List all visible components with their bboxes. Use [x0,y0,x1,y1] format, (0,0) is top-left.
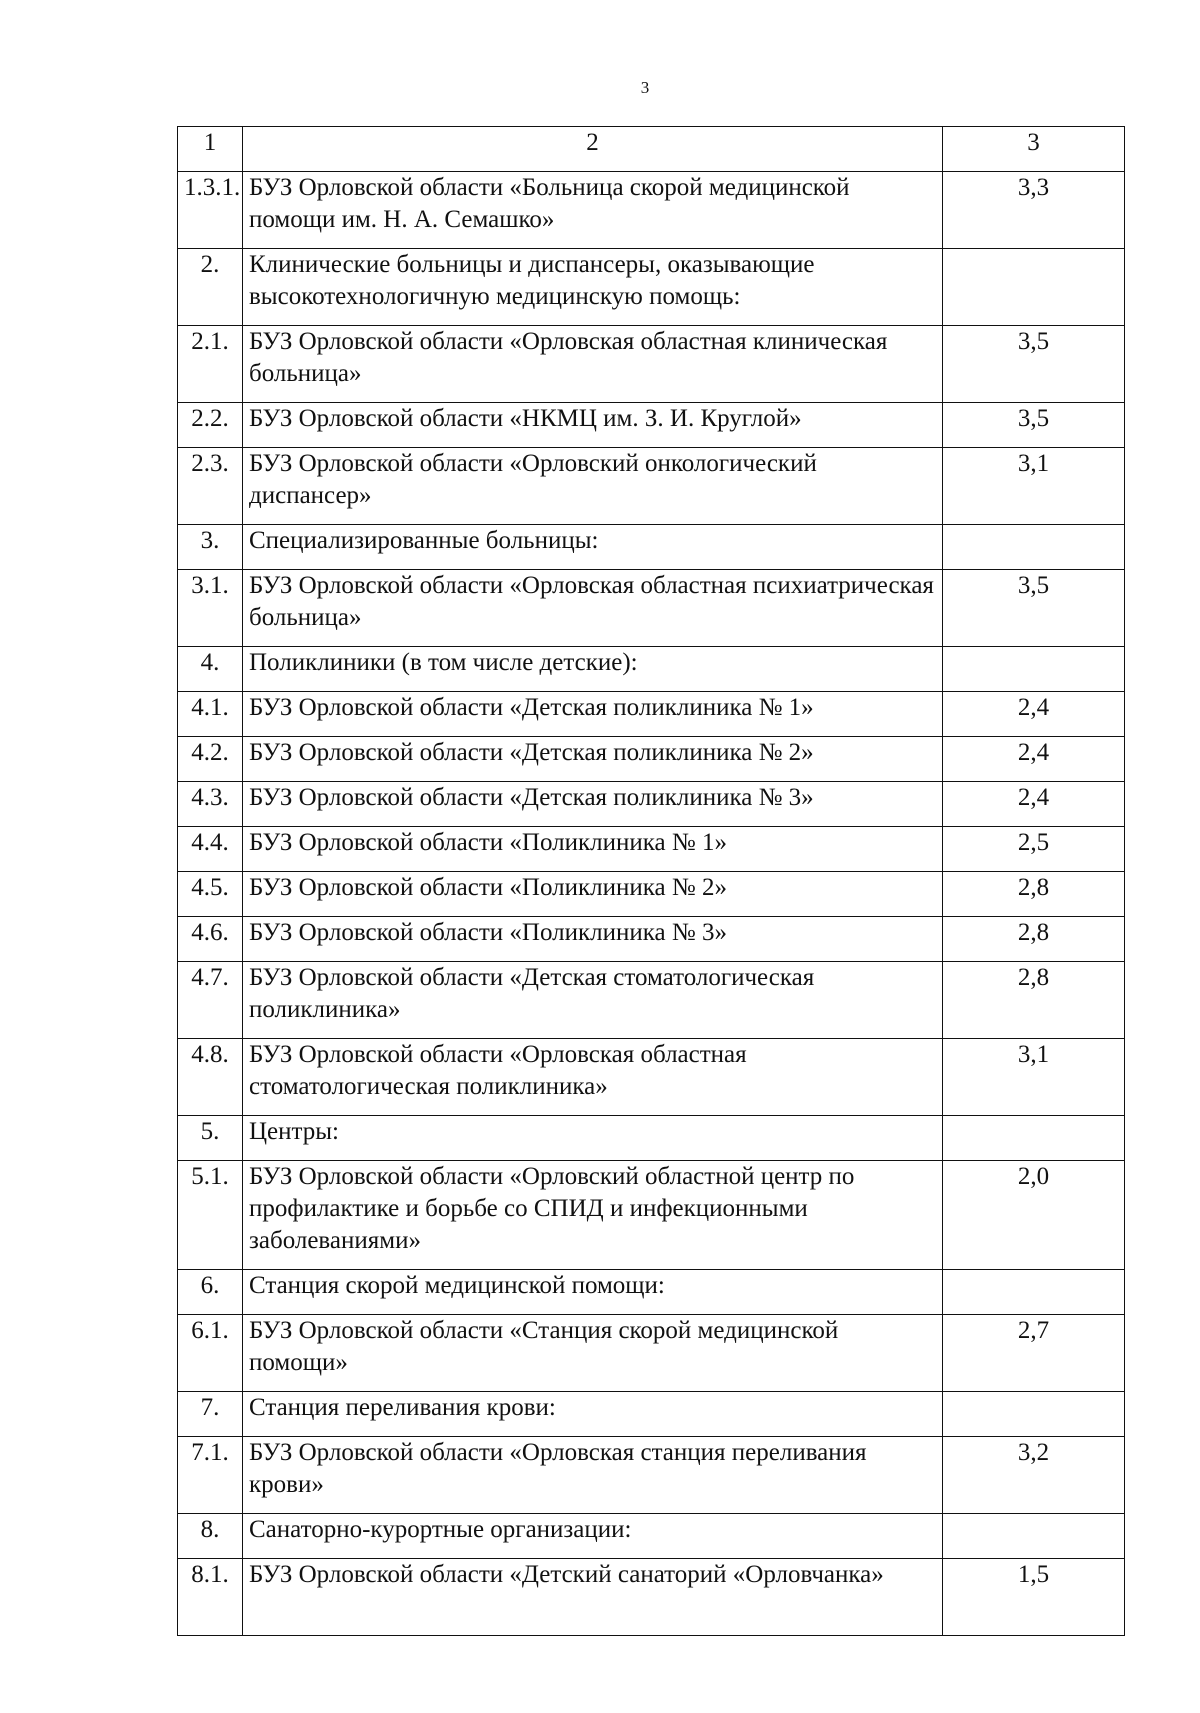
row-number-cell: 6.1. [178,1315,243,1392]
row-number-cell: 4. [178,647,243,692]
row-number-cell: 4.8. [178,1039,243,1116]
row-value-cell: 3,1 [943,448,1125,525]
row-name-cell: Станция скорой медицинской помощи: [243,1270,943,1315]
row-value-cell: 3,5 [943,326,1125,403]
row-value-cell [943,1514,1125,1559]
row-value-cell: 2,8 [943,962,1125,1039]
row-name-cell: БУЗ Орловской области «Орловская областная стоматологическая поликлиника» [243,1039,943,1116]
row-value-cell: 3,5 [943,570,1125,647]
table-row [178,525,1125,570]
table-row [178,249,1125,326]
table-row [178,962,1125,1039]
row-number-cell: 4.5. [178,872,243,917]
row-value-cell [943,249,1125,326]
row-name-cell: БУЗ Орловской области «Орловская областная клиническая больница» [243,326,943,403]
row-value-cell: 3,5 [943,403,1125,448]
row-value-cell [943,525,1125,570]
table-row [178,1270,1125,1315]
row-number-cell: 2.2. [178,403,243,448]
table-row [178,448,1125,525]
row-number-cell: 4.7. [178,962,243,1039]
row-value-cell: 3,1 [943,1039,1125,1116]
row-name-cell: БУЗ Орловской области «Поликлиника № 1» [243,827,943,872]
column-header: 1 [178,127,243,172]
row-name-cell: БУЗ Орловской области «Детская поликлиника № 1» [243,692,943,737]
row-number-cell: 8.1. [178,1559,243,1636]
row-number-cell: 3.1. [178,570,243,647]
page-number: 3 [640,78,650,97]
row-number-cell: 4.3. [178,782,243,827]
row-number-cell: 4.1. [178,692,243,737]
table-row [178,647,1125,692]
table-row [178,737,1125,782]
row-value-cell: 2,8 [943,872,1125,917]
table-row [178,917,1125,962]
table-row [178,1514,1125,1559]
row-value-cell: 2,7 [943,1315,1125,1392]
row-number-cell: 7. [178,1392,243,1437]
row-number-cell: 6. [178,1270,243,1315]
row-number-cell: 2.1. [178,326,243,403]
row-name-cell: БУЗ Орловской области «Детская стоматологическая поликлиника» [243,962,943,1039]
row-name-cell: БУЗ Орловской области «Поликлиника № 2» [243,872,943,917]
row-name-cell: БУЗ Орловской области «Орловский онкологический диспансер» [243,448,943,525]
row-name-cell: Поликлиники (в том числе детские): [243,647,943,692]
row-number-cell: 5. [178,1116,243,1161]
row-value-cell [943,1270,1125,1315]
row-name-cell: БУЗ Орловской области «Орловская областная психиатрическая больница» [243,570,943,647]
row-value-cell: 1,5 [943,1559,1125,1636]
row-value-cell: 2,5 [943,827,1125,872]
table-row [178,1559,1125,1636]
row-name-cell: БУЗ Орловской области «Детская поликлиника № 2» [243,737,943,782]
table-row [178,1392,1125,1437]
table-row [178,1161,1125,1270]
row-value-cell: 3,3 [943,172,1125,249]
data-table [177,126,1125,1636]
table-row [178,827,1125,872]
row-number-cell: 5.1. [178,1161,243,1270]
table-row [178,403,1125,448]
row-name-cell: Санаторно-курортные организации: [243,1514,943,1559]
row-value-cell: 2,4 [943,737,1125,782]
table-row [178,172,1125,249]
row-name-cell: БУЗ Орловской области «Станция скорой медицинской помощи» [243,1315,943,1392]
row-number-cell: 2. [178,249,243,326]
row-name-cell: БУЗ Орловской области «Орловский областной центр по профилактике и борьбе со СПИД и инфекционными заболеваниями» [243,1161,943,1270]
row-number-cell: 8. [178,1514,243,1559]
row-name-cell: Станция переливания крови: [243,1392,943,1437]
table-row [178,570,1125,647]
row-name-cell: БУЗ Орловской области «Больница скорой медицинской помощи им. Н. А. Семашко» [243,172,943,249]
row-name-cell: БУЗ Орловской области «Детская поликлиника № 3» [243,782,943,827]
row-value-cell: 2,4 [943,782,1125,827]
row-value-cell [943,1116,1125,1161]
row-name-cell: Клинические больницы и диспансеры, оказывающие высокотехнологичную медицинскую помощь: [243,249,943,326]
row-value-cell: 2,4 [943,692,1125,737]
table-row [178,1116,1125,1161]
row-value-cell [943,1392,1125,1437]
row-name-cell: Центры: [243,1116,943,1161]
row-name-cell: БУЗ Орловской области «Орловская станция переливания крови» [243,1437,943,1514]
table-row [178,326,1125,403]
row-number-cell: 4.2. [178,737,243,782]
table-row [178,782,1125,827]
column-header: 2 [243,127,943,172]
row-name-cell: Специализированные больницы: [243,525,943,570]
row-name-cell: БУЗ Орловской области «Детский санаторий «Орловчанка» [243,1559,943,1636]
row-name-cell: БУЗ Орловской области «Поликлиника № 3» [243,917,943,962]
row-value-cell: 2,8 [943,917,1125,962]
row-number-cell: 3. [178,525,243,570]
row-value-cell [943,647,1125,692]
table-row [178,1437,1125,1514]
row-name-cell: БУЗ Орловской области «НКМЦ им. З. И. Круглой» [243,403,943,448]
row-number-cell: 4.4. [178,827,243,872]
table-row [178,1315,1125,1392]
table-row [178,872,1125,917]
row-number-cell: 4.6. [178,917,243,962]
table-row [178,692,1125,737]
row-number-cell: 7.1. [178,1437,243,1514]
column-header: 3 [943,127,1125,172]
row-number-cell: 2.3. [178,448,243,525]
table-header-row [178,127,1125,172]
row-number-cell: 1.3.1. [178,172,243,249]
row-value-cell: 3,2 [943,1437,1125,1514]
table-row [178,1039,1125,1116]
row-value-cell: 2,0 [943,1161,1125,1270]
